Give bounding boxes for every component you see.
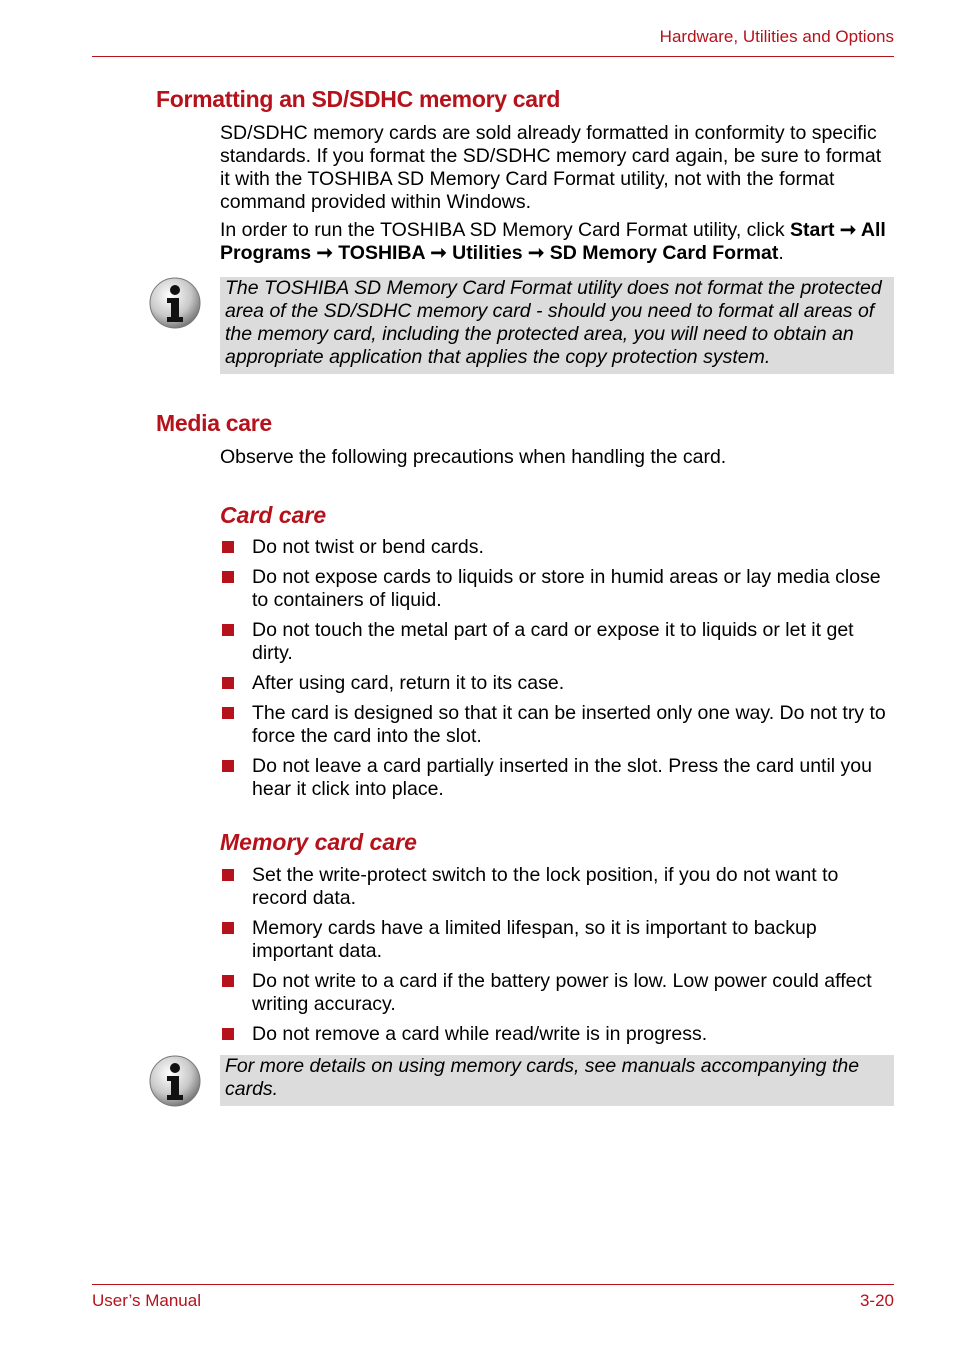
list-item: Set the write-protect switch to the lock position, if you do not want to record data. (220, 864, 895, 910)
list-item: Do not expose cards to liquids or store in humid areas or lay media close to containers of liquid. (220, 566, 895, 612)
paragraph-format-intro: SD/SDHC memory cards are sold already formatted in conformity to specific standards. If you format the SD/SDHC memory card again, be sure to format it with the TOSHIBA SD Memory Card Format utility, not with the format command provided within Windows. (220, 122, 882, 213)
list-item: Do not touch the metal part of a card or expose it to liquids or let it get dirty. (220, 619, 895, 665)
list-item: Do not write to a card if the battery power is low. Low power could affect writing accuracy. (220, 970, 895, 1016)
footer-manual-title: User’s Manual (92, 1291, 201, 1310)
square-bullet-icon (222, 1028, 234, 1040)
info-icon (149, 1055, 201, 1107)
square-bullet-icon (222, 541, 234, 553)
square-bullet-icon (222, 975, 234, 987)
heading-memory-card-care: Memory card care (220, 829, 417, 855)
list-item: Do not leave a card partially inserted in the slot. Press the card until you hear it click into place. (220, 755, 895, 801)
path-sd-format: SD Memory Card Format (549, 242, 779, 264)
heading-formatting: Formatting an SD/SDHC memory card (156, 86, 561, 112)
memory-card-care-list (220, 864, 895, 1053)
square-bullet-icon (222, 571, 234, 583)
heading-card-care: Card care (220, 502, 327, 528)
card-care-list (220, 536, 895, 808)
list-item: After using card, return it to its case. (220, 672, 895, 695)
square-bullet-icon (222, 624, 234, 636)
heading-media-care: Media care (156, 410, 272, 436)
path-intro-text: In order to run the TOSHIBA SD Memory Card Format utility, click (220, 219, 791, 241)
square-bullet-icon (222, 869, 234, 881)
note-memory-manuals: For more details on using memory cards, see manuals accompanying the cards. (220, 1055, 894, 1106)
path-arrow: ➞ (424, 242, 453, 264)
list-item: Memory cards have a limited lifespan, so it is important to backup important data. (220, 917, 895, 963)
path-toshiba: TOSHIBA (338, 242, 425, 264)
path-arrow: ➞ (311, 242, 339, 264)
path-arrow: ➞ (522, 242, 550, 264)
path-arrow: ➞ (834, 219, 861, 241)
note-format-utility: The TOSHIBA SD Memory Card Format utility does not format the protected area of the SD/SDHC memory card - should you need to format all areas of the memory card, including the protected area, you will need to obtain an appropriate application that applies the copy protection system. (220, 277, 894, 374)
paragraph-format-path (220, 219, 895, 265)
square-bullet-icon (222, 677, 234, 689)
path-start: Start (790, 219, 835, 241)
info-icon (149, 277, 201, 329)
square-bullet-icon (222, 760, 234, 772)
path-utilities: Utilities (452, 242, 523, 264)
square-bullet-icon (222, 707, 234, 719)
footer-rule (92, 1284, 894, 1285)
path-end: . (778, 242, 784, 264)
list-item: Do not twist or bend cards. (220, 536, 895, 559)
paragraph-media-care: Observe the following precautions when handling the card. (220, 446, 727, 468)
running-header: Hardware, Utilities and Options (659, 27, 894, 46)
square-bullet-icon (222, 922, 234, 934)
path-all-programs: All Programs (220, 219, 886, 264)
list-item: The card is designed so that it can be inserted only one way. Do not try to force the card into the slot. (220, 702, 895, 748)
page-number: 3-20 (859, 1291, 894, 1310)
header-rule (92, 56, 894, 57)
list-item: Do not remove a card while read/write is in progress. (220, 1023, 895, 1046)
